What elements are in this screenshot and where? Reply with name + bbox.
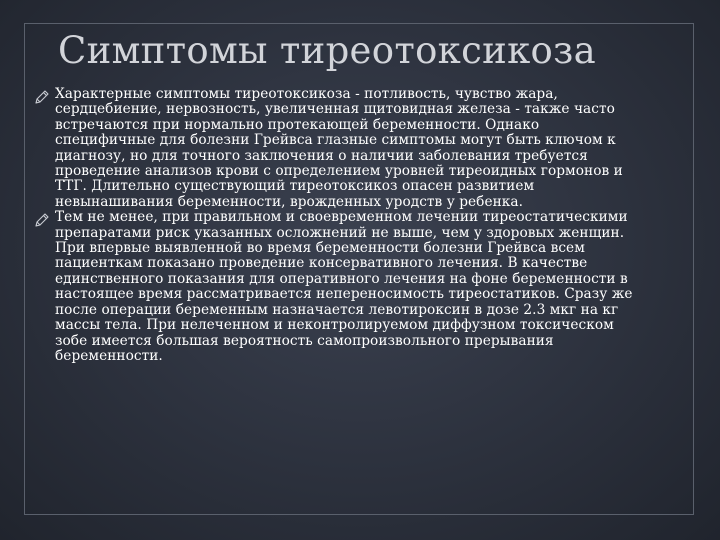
pencil-icon [34, 212, 50, 228]
bullet-text: Тем не менее, при правильном и своевременном лечении тиреостатическими препаратами риск указанных осложнений не выше, чем у здоровых женщин. При впервые выявленной во время беременности болезни Грейвса всем пациенткам показано проведение консервативного лечения. В качестве единственного показания для оперативного лечения на фоне беременности в настоящее время рассматривается непереносимость тиреостатиков. Сразу же после операции беременным назначается левотироксин в дозе 2.3 мкг на кг массы тела. При нелеченном и неконтролируемом диффузном токсическом зобе имеется большая вероятность самопроизвольного прерывания беременности. [55, 209, 633, 364]
bullet-item [34, 210, 634, 364]
pencil-icon [34, 89, 50, 105]
slide-title: Симптомы тиреотоксикоза [58, 29, 596, 72]
bullet-text: Характерные симптомы тиреотоксикоза - потливость, чувство жара, сердцебиение, нервозность, увеличенная щитовидная железа - также часто встречаются при нормально протекающей беременности. Однако специфичные для болезни Грейвса глазные симптомы могут быть ключом к диагнозу, но для точного заключения о наличии заболевания требуется проведение анализов крови с определением уровней тиреоидных гормонов и ТТГ. Длительно существующий тиреотоксикоз опасен развитием невынашивания беременности, врожденных уродств у ребенка. [55, 86, 623, 210]
bullet-list [34, 87, 634, 364]
bullet-item [34, 87, 634, 210]
